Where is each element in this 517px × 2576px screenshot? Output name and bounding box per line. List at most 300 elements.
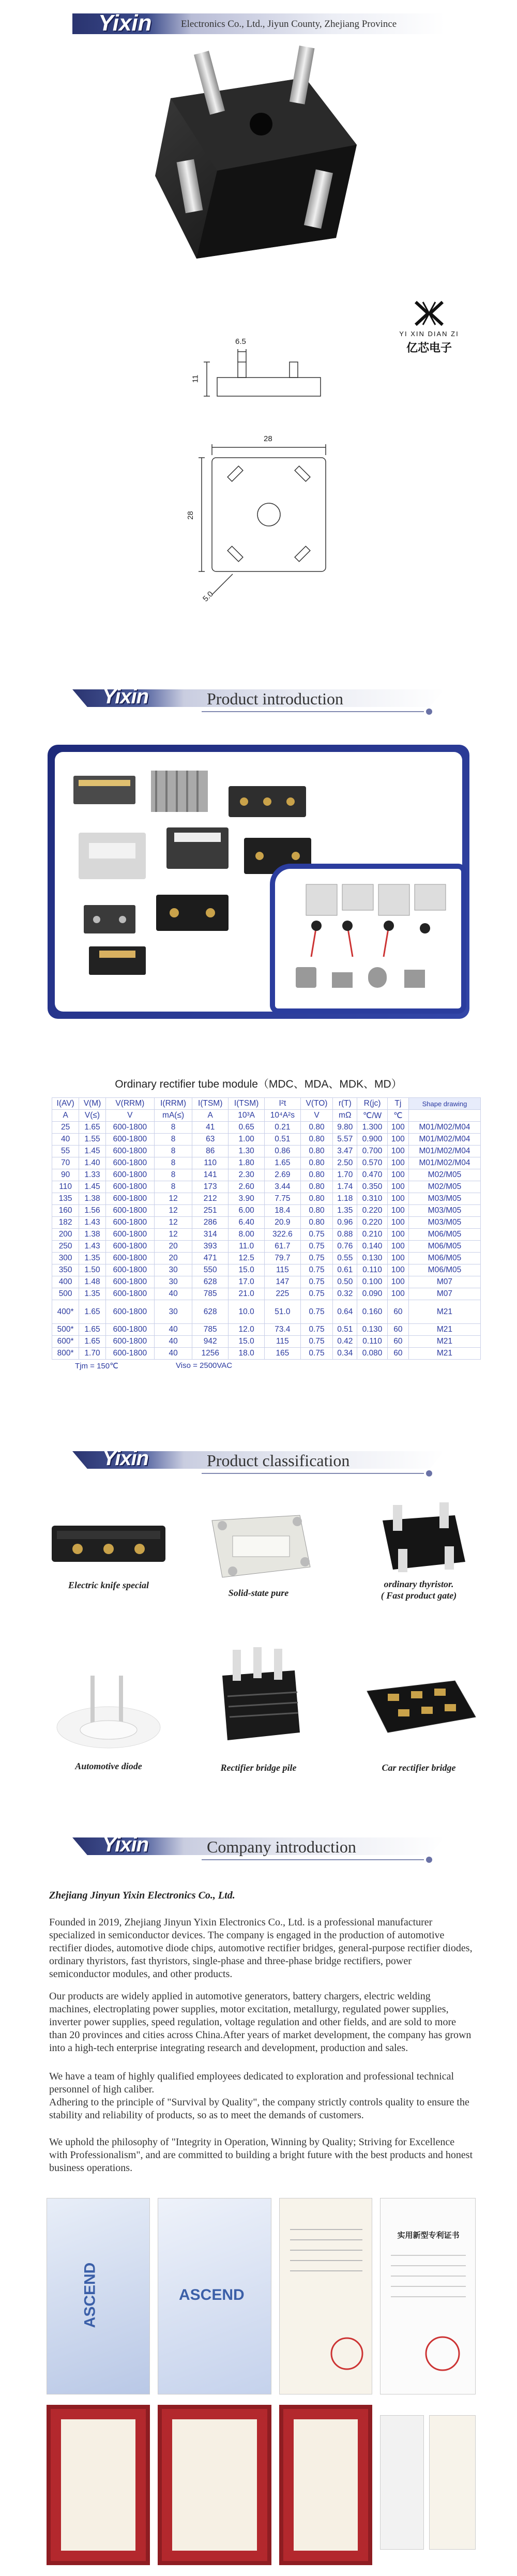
- table-cell: 0.350: [357, 1181, 387, 1193]
- cert-ascend-text: ASCEND: [179, 2286, 245, 2303]
- table-cell: 30: [154, 1276, 192, 1288]
- table-cell: 0.80: [300, 1122, 333, 1134]
- table-cell: 0.470: [357, 1169, 387, 1181]
- table-cell: 3.47: [333, 1146, 357, 1157]
- table-cell: 0.220: [357, 1217, 387, 1229]
- spec-table: [52, 1097, 481, 1360]
- table-cell: 165: [265, 1348, 301, 1360]
- table-cell: 100: [387, 1181, 408, 1193]
- spec-header-cell: I(TSM): [192, 1098, 229, 1110]
- table-cell: 600-1800: [105, 1324, 154, 1336]
- table-cell: 3.44: [265, 1181, 301, 1193]
- product-tile-solid-state: [191, 1510, 326, 1634]
- table-cell: 600-1800: [105, 1134, 154, 1146]
- table-cell: 1.65: [265, 1157, 301, 1169]
- table-cell: 18.0: [229, 1348, 265, 1360]
- banner-dot: [426, 1470, 432, 1477]
- table-cell: 600-1800: [105, 1146, 154, 1157]
- table-row: [52, 1193, 481, 1205]
- table-cell: 11.0: [229, 1241, 265, 1253]
- dim-side: 11: [191, 374, 200, 383]
- table-cell: 100: [387, 1288, 408, 1300]
- cert-honor-inner: [61, 2419, 135, 2551]
- header-brand: Yixin: [98, 10, 152, 36]
- table-cell: 600-1800: [105, 1253, 154, 1264]
- table-cell: 110: [52, 1181, 79, 1193]
- table-cell: 500*: [52, 1324, 79, 1336]
- section-banner-product-class: [72, 1442, 445, 1478]
- table-cell: 0.75: [300, 1264, 333, 1276]
- table-cell: 55: [52, 1146, 79, 1157]
- table-cell: 1.43: [79, 1217, 106, 1229]
- table-cell: 0.65: [229, 1122, 265, 1134]
- table-cell: 0.75: [300, 1324, 333, 1336]
- banner-dot: [426, 709, 432, 715]
- table-cell: 200: [52, 1229, 79, 1241]
- table-cell: 7.75: [265, 1193, 301, 1205]
- table-cell: 0.110: [357, 1336, 387, 1348]
- table-cell: 8: [154, 1134, 192, 1146]
- table-cell: 0.61: [333, 1264, 357, 1276]
- spec-footer-tjm: Tjm = 150℃: [75, 1362, 118, 1370]
- table-cell: 100: [387, 1253, 408, 1264]
- table-cell: 12: [154, 1193, 192, 1205]
- table-cell: 0.80: [300, 1169, 333, 1181]
- spec-header-cell: R(jc): [357, 1098, 387, 1110]
- table-cell: 17.0: [229, 1276, 265, 1288]
- spec-unit-cell: A: [192, 1110, 229, 1122]
- table-cell: 86: [192, 1146, 229, 1157]
- collage-diodes-photo: [270, 864, 466, 1014]
- table-cell: 0.64: [333, 1300, 357, 1324]
- banner-underline: [202, 1859, 424, 1860]
- table-cell: 0.75: [300, 1348, 333, 1360]
- product-tile-electric-knife: [41, 1510, 176, 1634]
- dim-top: 6.5: [235, 337, 246, 346]
- table-cell: 0.42: [333, 1336, 357, 1348]
- table-cell: 60: [387, 1324, 408, 1336]
- table-cell: 8: [154, 1122, 192, 1134]
- product-tile-automotive-diode: [41, 1665, 176, 1795]
- table-row: [52, 1348, 481, 1360]
- logo-pinyin: YI XIN DIAN ZI: [399, 330, 459, 338]
- table-cell: 20: [154, 1253, 192, 1264]
- table-cell: 110: [192, 1157, 229, 1169]
- table-cell: M01/M02/M04: [408, 1146, 480, 1157]
- table-row: [52, 1229, 481, 1241]
- table-cell: 0.34: [333, 1348, 357, 1360]
- table-cell: 0.900: [357, 1134, 387, 1146]
- table-cell: 251: [192, 1205, 229, 1217]
- spec-header-cell: I(TSM): [229, 1098, 265, 1110]
- spec-header-cell: I(RRM): [154, 1098, 192, 1110]
- dim-width: 28: [264, 434, 272, 443]
- table-cell: 1.45: [79, 1146, 106, 1157]
- table-cell: 1.300: [357, 1122, 387, 1134]
- cert-patent-title: 实用新型专利证书: [397, 2231, 460, 2240]
- spec-unit-cell: V: [105, 1110, 154, 1122]
- header-company-line: Electronics Co., Ltd., Jiyun County, Zhejiang Province: [181, 19, 397, 29]
- table-cell: 0.21: [265, 1122, 301, 1134]
- table-cell: 0.220: [357, 1205, 387, 1217]
- table-cell: M07: [408, 1276, 480, 1288]
- table-cell: 141: [192, 1169, 229, 1181]
- table-cell: 8: [154, 1146, 192, 1157]
- table-row: [52, 1336, 481, 1348]
- table-cell: 0.210: [357, 1229, 387, 1241]
- table-cell: M01/M02/M04: [408, 1157, 480, 1169]
- spec-units-row: [52, 1110, 481, 1122]
- table-cell: M07: [408, 1288, 480, 1300]
- section-banner-product-intro: [72, 680, 445, 716]
- table-cell: 600-1800: [105, 1217, 154, 1229]
- table-cell: M03/M05: [408, 1217, 480, 1229]
- spec-header-cell: Tj: [387, 1098, 408, 1110]
- table-cell: 1.00: [229, 1134, 265, 1146]
- company-paragraph-1: Founded in 2019, Zhejiang Jinyun Yixin Electronics Co., Ltd. is a professional manufacturer specialized in semiconductor devices. The company is engaged in the production of automotive rectifier diodes, automotive diode chips, automotive rectifier bridges, general-purpose rectifier diodes, ordinary thyristors, fast thyristors, single-phase and three-phase bridge rectifiers, power semiconductor modules, and other products.: [49, 1917, 473, 1980]
- table-cell: 2.69: [265, 1169, 301, 1181]
- spec-header-cell: Shape drawing: [408, 1098, 480, 1110]
- table-cell: 600-1800: [105, 1229, 154, 1241]
- table-cell: 20: [154, 1241, 192, 1253]
- spec-unit-cell: 10⁴A²s: [265, 1110, 301, 1122]
- table-cell: M06/M05: [408, 1229, 480, 1241]
- table-cell: 12: [154, 1217, 192, 1229]
- table-cell: 600-1800: [105, 1241, 154, 1253]
- cert-ascend-1: [47, 2198, 150, 2394]
- table-cell: 40: [154, 1336, 192, 1348]
- table-cell: 322.6: [265, 1229, 301, 1241]
- table-cell: 2.60: [229, 1181, 265, 1193]
- table-row: [52, 1146, 481, 1157]
- technical-drawing: [171, 331, 367, 662]
- spec-footer: [52, 1360, 481, 1373]
- spec-unit-cell: mΩ: [333, 1110, 357, 1122]
- spec-header-cell: I(AV): [52, 1098, 79, 1110]
- table-row: [52, 1181, 481, 1193]
- table-cell: 2.30: [229, 1169, 265, 1181]
- table-cell: 15.0: [229, 1336, 265, 1348]
- product-label: Rectifier bridge pile: [220, 1762, 297, 1773]
- table-cell: 6.40: [229, 1217, 265, 1229]
- table-row: [52, 1300, 481, 1324]
- table-cell: 0.75: [300, 1336, 333, 1348]
- table-cell: 12: [154, 1205, 192, 1217]
- table-cell: 0.110: [357, 1264, 387, 1276]
- table-cell: 18.4: [265, 1205, 301, 1217]
- section-banner-company-intro: [72, 1828, 445, 1864]
- table-cell: 1.35: [333, 1205, 357, 1217]
- yixin-logo-mark: [414, 300, 445, 327]
- table-cell: 79.7: [265, 1253, 301, 1264]
- table-cell: 1.65: [79, 1122, 106, 1134]
- spec-header-row: [52, 1098, 481, 1110]
- module-title: Ordinary rectifier tube module（MDC、MDA、MDK、MD）: [115, 1078, 402, 1090]
- table-cell: 600-1800: [105, 1157, 154, 1169]
- cert-small-2: [429, 2415, 476, 2550]
- cert-ascend-2: [158, 2198, 271, 2394]
- spec-header-cell: I²t: [265, 1098, 301, 1110]
- table-cell: 628: [192, 1300, 229, 1324]
- table-cell: 0.80: [300, 1181, 333, 1193]
- cert-quality-doc: [279, 2198, 372, 2394]
- product-tile-thyristor: [352, 1500, 486, 1624]
- cert-honor-2: [158, 2405, 271, 2565]
- table-cell: 0.090: [357, 1288, 387, 1300]
- table-cell: 0.75: [300, 1288, 333, 1300]
- table-cell: 600-1800: [105, 1288, 154, 1300]
- table-cell: 0.51: [265, 1134, 301, 1146]
- table-cell: 0.75: [300, 1276, 333, 1288]
- table-row: [52, 1122, 481, 1134]
- cert-honor-1: [47, 2405, 150, 2565]
- banner-brand: Yixin: [102, 1447, 149, 1470]
- table-cell: 400: [52, 1276, 79, 1288]
- table-cell: 147: [265, 1276, 301, 1288]
- table-cell: 300: [52, 1253, 79, 1264]
- table-cell: 0.75: [300, 1229, 333, 1241]
- product-collage: [48, 745, 469, 1019]
- table-cell: 600-1800: [105, 1181, 154, 1193]
- table-cell: 1.33: [79, 1169, 106, 1181]
- table-cell: 115: [265, 1336, 301, 1348]
- table-cell: 1.65: [79, 1336, 106, 1348]
- table-cell: 250: [52, 1241, 79, 1253]
- table-cell: 600-1800: [105, 1169, 154, 1181]
- table-cell: 0.76: [333, 1241, 357, 1253]
- table-cell: 63: [192, 1134, 229, 1146]
- product-tile-rectifier-bridge: [191, 1645, 326, 1795]
- table-cell: M06/M05: [408, 1253, 480, 1264]
- table-cell: 100: [387, 1241, 408, 1253]
- spec-unit-cell: mA(≤): [154, 1110, 192, 1122]
- table-cell: M03/M05: [408, 1193, 480, 1205]
- table-cell: 5.57: [333, 1134, 357, 1146]
- table-cell: 15.0: [229, 1264, 265, 1276]
- table-cell: 0.160: [357, 1300, 387, 1324]
- table-cell: 0.80: [300, 1205, 333, 1217]
- table-cell: 0.86: [265, 1146, 301, 1157]
- dim-hole: 5.0: [201, 590, 215, 604]
- table-row: [52, 1134, 481, 1146]
- dim-height: 28: [186, 511, 195, 520]
- table-cell: 12.5: [229, 1253, 265, 1264]
- table-cell: 785: [192, 1288, 229, 1300]
- table-cell: 60: [387, 1300, 408, 1324]
- table-cell: 115: [265, 1264, 301, 1276]
- table-cell: 0.100: [357, 1276, 387, 1288]
- cert-honor-inner: [294, 2419, 358, 2551]
- table-cell: M01/M02/M04: [408, 1122, 480, 1134]
- table-cell: 0.51: [333, 1324, 357, 1336]
- product-tile-car-rectifier: [352, 1660, 486, 1795]
- table-cell: 1.56: [79, 1205, 106, 1217]
- table-cell: 1.45: [79, 1181, 106, 1193]
- table-cell: 550: [192, 1264, 229, 1276]
- table-cell: 0.50: [333, 1276, 357, 1288]
- table-cell: 0.130: [357, 1253, 387, 1264]
- table-cell: 500: [52, 1288, 79, 1300]
- table-row: [52, 1324, 481, 1336]
- spec-unit-cell: V: [300, 1110, 333, 1122]
- cert-small-1: [380, 2415, 424, 2550]
- table-cell: 0.55: [333, 1253, 357, 1264]
- table-cell: 100: [387, 1276, 408, 1288]
- table-cell: 1.70: [79, 1348, 106, 1360]
- table-cell: 1.70: [333, 1169, 357, 1181]
- spec-unit-cell: ℃/W: [357, 1110, 387, 1122]
- table-cell: M21: [408, 1348, 480, 1360]
- table-cell: 30: [154, 1300, 192, 1324]
- table-cell: 61.7: [265, 1241, 301, 1253]
- table-cell: 0.130: [357, 1324, 387, 1336]
- table-cell: 800*: [52, 1348, 79, 1360]
- table-cell: 600-1800: [105, 1276, 154, 1288]
- table-cell: 100: [387, 1134, 408, 1146]
- bridge-rectifier-photo: [140, 41, 377, 264]
- banner-title: Product classification: [207, 1451, 350, 1470]
- company-paragraph-2: Our products are widely applied in automotive generators, battery chargers, electric welding machines, electroplating power supplies, motor excitation, metallurgy, regulated power supplies, inverter power supplies, speed regulation, voltage regulation and other fields, and are sold to more than 20 provinces and cities across China.After years of market development, the company has grown into a high-tech enterprise integrating research and development, production and sales.: [49, 1991, 472, 2054]
- table-cell: 1256: [192, 1348, 229, 1360]
- table-cell: 0.570: [357, 1157, 387, 1169]
- table-cell: M21: [408, 1300, 480, 1324]
- table-cell: 100: [387, 1146, 408, 1157]
- table-cell: 1.38: [79, 1229, 106, 1241]
- spec-table-wrap: [52, 1097, 481, 1373]
- product-label: Electric knife special: [68, 1580, 149, 1590]
- table-cell: 400*: [52, 1300, 79, 1324]
- table-cell: 0.140: [357, 1241, 387, 1253]
- table-cell: 100: [387, 1264, 408, 1276]
- table-row: [52, 1157, 481, 1169]
- table-cell: 0.75: [300, 1300, 333, 1324]
- cert-honor-3: [279, 2405, 372, 2565]
- table-cell: 135: [52, 1193, 79, 1205]
- table-row: [52, 1288, 481, 1300]
- banner-underline: [202, 1473, 424, 1474]
- table-cell: 100: [387, 1217, 408, 1229]
- banner-brand: Yixin: [102, 1833, 149, 1856]
- table-cell: 60: [387, 1348, 408, 1360]
- table-cell: 51.0: [265, 1300, 301, 1324]
- table-cell: 1.35: [79, 1253, 106, 1264]
- table-cell: 471: [192, 1253, 229, 1264]
- table-cell: 8: [154, 1181, 192, 1193]
- table-cell: M21: [408, 1324, 480, 1336]
- table-cell: 0.80: [300, 1134, 333, 1146]
- table-cell: 0.32: [333, 1288, 357, 1300]
- table-row: [52, 1276, 481, 1288]
- table-cell: 8: [154, 1157, 192, 1169]
- table-cell: 0.75: [300, 1241, 333, 1253]
- table-cell: M06/M05: [408, 1264, 480, 1276]
- table-cell: 173: [192, 1181, 229, 1193]
- table-cell: 1.38: [79, 1193, 106, 1205]
- table-cell: M21: [408, 1336, 480, 1348]
- table-cell: 20.9: [265, 1217, 301, 1229]
- table-cell: 1.35: [79, 1288, 106, 1300]
- table-cell: 785: [192, 1324, 229, 1336]
- table-cell: 1.40: [79, 1157, 106, 1169]
- table-cell: M06/M05: [408, 1241, 480, 1253]
- table-row: [52, 1205, 481, 1217]
- table-cell: 30: [154, 1264, 192, 1276]
- table-cell: 3.90: [229, 1193, 265, 1205]
- table-cell: 0.96: [333, 1217, 357, 1229]
- spec-unit-cell: A: [52, 1110, 79, 1122]
- table-cell: 12: [154, 1229, 192, 1241]
- table-row: [52, 1217, 481, 1229]
- table-cell: M02/M05: [408, 1169, 480, 1181]
- logo-chinese: 亿芯电子: [406, 342, 452, 355]
- table-cell: 100: [387, 1229, 408, 1241]
- table-cell: 73.4: [265, 1324, 301, 1336]
- table-cell: 942: [192, 1336, 229, 1348]
- table-cell: 0.88: [333, 1229, 357, 1241]
- table-cell: 2.50: [333, 1157, 357, 1169]
- table-cell: 1.43: [79, 1241, 106, 1253]
- table-cell: 1.18: [333, 1193, 357, 1205]
- spec-footer-viso: Viso = 2500VAC: [176, 1361, 233, 1370]
- table-cell: 0.80: [300, 1146, 333, 1157]
- banner-title: Product introduction: [207, 689, 343, 708]
- spec-header-cell: V(TO): [300, 1098, 333, 1110]
- banner-dot: [426, 1857, 432, 1863]
- table-cell: 9.80: [333, 1122, 357, 1134]
- table-cell: M01/M02/M04: [408, 1134, 480, 1146]
- spec-header-cell: r(T): [333, 1098, 357, 1110]
- table-cell: 1.80: [229, 1157, 265, 1169]
- table-cell: 393: [192, 1241, 229, 1253]
- table-cell: 40: [154, 1348, 192, 1360]
- table-cell: 21.0: [229, 1288, 265, 1300]
- product-label: Solid-state pure: [228, 1588, 289, 1598]
- table-cell: 600-1800: [105, 1336, 154, 1348]
- table-cell: 0.80: [300, 1193, 333, 1205]
- table-cell: 12.0: [229, 1324, 265, 1336]
- product-label: ordinary thyristor. ( Fast product gate): [381, 1579, 457, 1601]
- table-cell: 1.65: [79, 1324, 106, 1336]
- spec-unit-cell: [408, 1110, 480, 1122]
- table-cell: 160: [52, 1205, 79, 1217]
- table-cell: 100: [387, 1122, 408, 1134]
- spec-header-cell: V(M): [79, 1098, 106, 1110]
- table-cell: 6.00: [229, 1205, 265, 1217]
- table-cell: 600-1800: [105, 1264, 154, 1276]
- table-cell: 100: [387, 1205, 408, 1217]
- table-cell: 1.74: [333, 1181, 357, 1193]
- table-cell: 350: [52, 1264, 79, 1276]
- table-cell: M03/M05: [408, 1205, 480, 1217]
- cert-ascend-text: ASCEND: [81, 2262, 99, 2328]
- table-cell: 90: [52, 1169, 79, 1181]
- table-cell: M02/M05: [408, 1181, 480, 1193]
- top-header: [72, 9, 445, 38]
- table-cell: 225: [265, 1288, 301, 1300]
- banner-title: Company introduction: [207, 1837, 356, 1856]
- table-row: [52, 1253, 481, 1264]
- spec-unit-cell: 10³A: [229, 1110, 265, 1122]
- table-cell: 600-1800: [105, 1193, 154, 1205]
- table-cell: 70: [52, 1157, 79, 1169]
- table-cell: 100: [387, 1157, 408, 1169]
- table-cell: 628: [192, 1276, 229, 1288]
- table-cell: 314: [192, 1229, 229, 1241]
- table-cell: 40: [154, 1324, 192, 1336]
- table-cell: 0.310: [357, 1193, 387, 1205]
- product-label: Car rectifier bridge: [382, 1762, 456, 1773]
- certificates-grid: [47, 2198, 476, 2565]
